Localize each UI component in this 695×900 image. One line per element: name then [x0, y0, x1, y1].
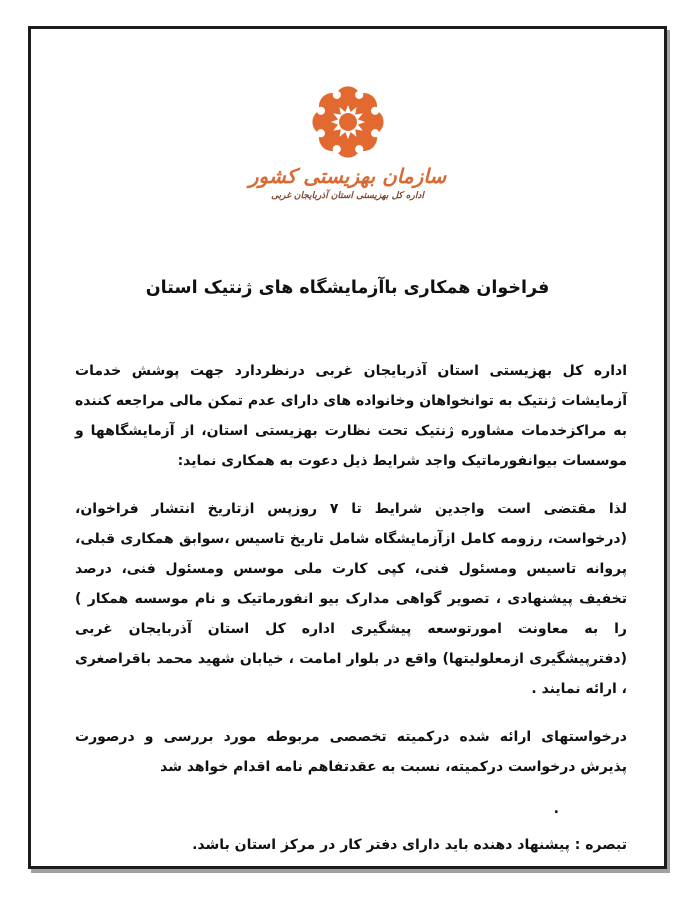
org-logo: [31, 83, 664, 202]
document-title: فراخوان همکاری باآزمایشگاه های ژنتیک استان: [145, 278, 550, 298]
note-paragraph: تبصره : پیشنهاد دهنده باید دارای دفتر کار در مرکز استان باشد.: [192, 837, 627, 853]
paragraph-requirements: لذا مقتضی است واجدین شرایط تا ۷ روزپس ازتاریخ انتشار فراخوان، (درخواست، رزومه کامل ازآزمایشگاه شامل تاریخ تاسیس ،سوابق همکاری قبلی، پروانه تاسیس ومسئول فنی، کپی کارت ملی موسس ومسئول فنی، درصد تخفیف پیشنهادی ، تصویر گواهی مدارک بیو انفورماتیک و نام موسسه همکار ) را به معاونت امورتوسعه پیشگیری اداره کل استان آذربایجان غربی (دفترپیشگیری ازمعلولیتها) واقع در بلوار امامت ، خیابان شهید محمد باقراصغری ، ارائه نمایند .: [75, 501, 627, 697]
stray-period: .: [553, 801, 559, 817]
paragraph-review: درخواستهای ارائه شده درکمیته تخصصی مربوطه مورد بررسی و درصورت پذیرش درخواست درکمیته، نسبت به عقدتفاهم نامه اقدام خواهد شد: [75, 729, 627, 775]
page-border-frame: [28, 26, 667, 869]
behzisti-flower-icon: [301, 83, 395, 161]
org-subtitle: اداره کل بهزیستی استان آذربایجان غربی: [271, 191, 424, 201]
paragraph-intro: اداره کل بهزیستی استان آذربایجان غربی درنظردارد جهت پوشش خدمات آزمایشات ژنتیک به توانخواهان وخانواده های دارای عدم تمکن مالی مراجعه کننده به مراکزخدمات مشاوره ژنتیک تحت نظارت بهزیستی استان، از آزمایشگاهها و موسسات بیوانفورماتیک واجد شرایط ذیل دعوت به همکاری نماید:: [75, 363, 627, 469]
org-name: سازمان بهزیستی کشور: [248, 164, 447, 188]
document-body: [31, 356, 664, 860]
